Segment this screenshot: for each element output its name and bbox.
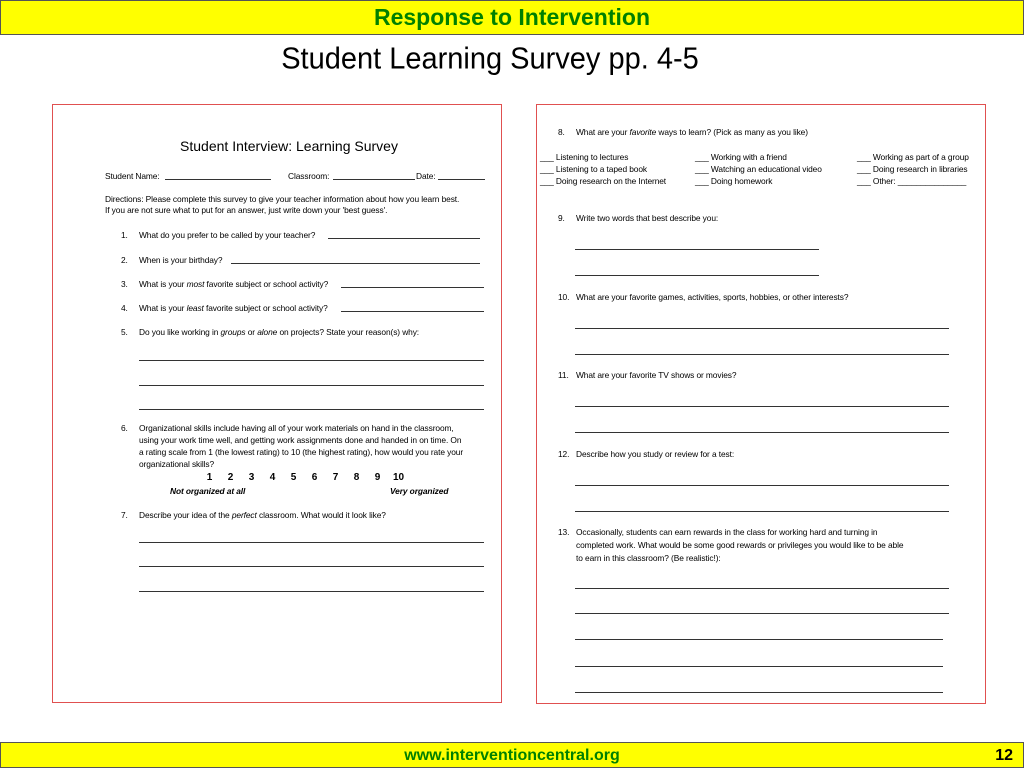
answer-line-13c [575, 639, 943, 640]
question-13: 13. Occasionally, students can earn rewards in the class for working hard and turning in [558, 527, 878, 537]
question-4: 4. What is your least favorite subject or school activity? [121, 303, 328, 313]
answer-line-13a [575, 588, 949, 589]
answer-line-10a [575, 328, 949, 329]
directions-line-1: Directions: Please complete this survey to give your teacher information about how you learn best. [105, 194, 460, 204]
answer-line-13b [575, 613, 949, 614]
survey-title: Student Interview: Learning Survey [180, 138, 398, 154]
rating-low-label: Not organized at all [170, 486, 246, 496]
survey-page-left [52, 104, 502, 703]
student-name-label: Student Name: [105, 171, 160, 181]
answer-line-5b [139, 385, 484, 386]
rating-option[interactable]: 7 [332, 472, 339, 483]
classroom-label: Classroom: [288, 171, 330, 181]
answer-line-7c [139, 591, 484, 592]
answer-line-7a [139, 542, 484, 543]
rating-scale [199, 472, 409, 483]
rating-high-label: Very organized [390, 486, 449, 496]
header-title: Response to Intervention [373, 4, 651, 30]
rating-option[interactable]: 4 [269, 472, 276, 483]
answer-line-12b [575, 511, 949, 512]
question-3: 3. What is your most favorite subject or school activity? [121, 279, 329, 289]
answer-line-1 [328, 238, 480, 239]
footer-url[interactable]: www.interventioncentral.org [404, 747, 620, 764]
rating-option[interactable]: 3 [248, 472, 255, 483]
option-internet[interactable]: ___ Doing research on the Internet [540, 176, 667, 186]
question-10: 10. What are your favorite games, activities, sports, hobbies, or other interests? [558, 292, 849, 302]
answer-line-12a [575, 485, 949, 486]
rating-option[interactable]: 8 [353, 472, 360, 483]
question-6-line-4: organizational skills? [139, 459, 215, 469]
option-other[interactable]: ___ Other: _______________ [857, 176, 967, 186]
answer-line-7b [139, 566, 484, 567]
answer-line-9b [575, 275, 819, 276]
rating-option[interactable]: 6 [311, 472, 318, 483]
question-12: 12. Describe how you study or review for a test: [558, 449, 735, 459]
answer-line-9a [575, 249, 819, 250]
answer-line-3 [341, 287, 484, 288]
date-label: Date: [416, 171, 436, 181]
question-6-line-3: a rating scale from 1 (the lowest rating) to 10 (the highest rating), how would you rate your [139, 447, 464, 457]
header-banner [0, 0, 1024, 35]
question-9: 9. Write two words that best describe you: [558, 213, 719, 223]
option-lectures[interactable]: ___ Listening to lectures [540, 152, 629, 162]
question-6-line-2: using your work time well, and getting work assignments done and handed in on time. On [139, 435, 462, 445]
question-13-line-2: completed work. What would be some good rewards or privileges you would like to be able [576, 540, 904, 550]
question-7: 7. Describe your idea of the perfect classroom. What would it look like? [121, 510, 386, 520]
page-number: 12 [995, 747, 1013, 764]
classroom-blank [333, 179, 415, 180]
directions-line-2: If you are not sure what to put for an answer, just write down your 'best guess'. [105, 205, 388, 215]
option-taped-book[interactable]: ___ Listening to a taped book [540, 164, 647, 174]
option-video[interactable]: ___ Watching an educational video [695, 164, 822, 174]
answer-line-4 [341, 311, 484, 312]
answer-line-11a [575, 406, 949, 407]
question-1: 1. What do you prefer to be called by your teacher? [121, 230, 316, 240]
rating-option[interactable]: 5 [290, 472, 297, 483]
option-homework[interactable]: ___ Doing homework [695, 176, 773, 186]
question-5: 5. Do you like working in groups or alone on projects? State your reason(s) why: [121, 327, 420, 337]
rating-option[interactable]: 10 [392, 472, 405, 483]
option-libraries[interactable]: ___ Doing research in libraries [857, 164, 968, 174]
student-name-blank [165, 179, 271, 180]
answer-line-11b [575, 432, 949, 433]
question-13-line-3: to earn in this classroom? (Be realistic!): [576, 553, 721, 563]
date-blank [438, 179, 485, 180]
option-friend[interactable]: ___ Working with a friend [695, 152, 787, 162]
rating-option[interactable]: 9 [374, 472, 381, 483]
slide-subtitle: Student Learning Survey pp. 4-5 [281, 42, 699, 76]
answer-line-5c [139, 409, 484, 410]
footer-banner [0, 742, 1024, 768]
question-2: 2. When is your birthday? [121, 255, 223, 265]
option-group[interactable]: ___ Working as part of a group [857, 152, 969, 162]
rating-option[interactable]: 2 [227, 472, 234, 483]
question-11: 11. What are your favorite TV shows or movies? [558, 370, 737, 380]
question-6: 6. Organizational skills include having all of your work materials on hand in the classroom, [121, 423, 454, 433]
answer-line-2 [231, 263, 480, 264]
answer-line-13e [575, 692, 943, 693]
rating-option[interactable]: 1 [206, 472, 213, 483]
answer-line-5a [139, 360, 484, 361]
question-8: 8. What are your favorite ways to learn? (Pick as many as you like) [558, 127, 808, 137]
answer-line-13d [575, 666, 943, 667]
survey-page-right [536, 104, 986, 704]
answer-line-10b [575, 354, 949, 355]
survey-page-left-content [93, 105, 485, 600]
